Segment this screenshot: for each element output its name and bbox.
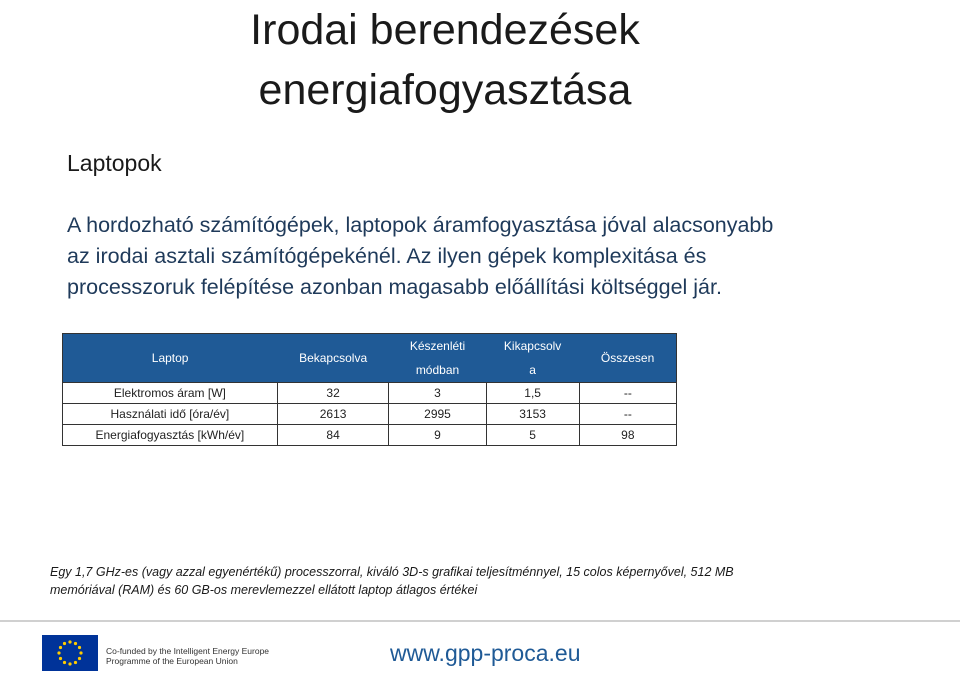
cell-standby: 3 xyxy=(389,383,486,404)
cell-off: 3153 xyxy=(486,404,579,425)
cell-off: 1,5 xyxy=(486,383,579,404)
footnote-line-1: Egy 1,7 GHz-es (vagy azzal egyenértékű) processzorral, kiváló 3D-s grafikai teljesítménnyel, 15 colos képernyővel, 512 MB xyxy=(50,565,734,579)
cell-on: 32 xyxy=(277,383,389,404)
section-heading: Laptopok xyxy=(67,150,162,176)
table-row xyxy=(63,383,677,404)
cofund-line-2: Programme of the European Union xyxy=(106,656,238,666)
intro-line-3: processzoruk felépítése azonban magasabb előállítási költséggel jár. xyxy=(67,275,722,299)
cofund-line-1: Co-funded by the Intelligent Energy Europe xyxy=(106,646,270,656)
intro-line-1: A hordozható számítógépek, laptopok áramfogyasztása jóval alacsonyabb xyxy=(67,213,774,237)
header-off-line-1: Kikapcsolv xyxy=(503,339,562,353)
cell-total: -- xyxy=(579,404,676,425)
footnote-line-2: memóriával (RAM) és 60 GB-os merevlemezzel ellátott laptop átlagos értékei xyxy=(50,583,478,597)
header-total: Összesen xyxy=(579,334,676,383)
cell-on: 84 xyxy=(277,425,389,446)
header-off xyxy=(486,334,579,383)
cell-off: 5 xyxy=(486,425,579,446)
table-header-row xyxy=(63,334,677,383)
row-label: Használati idő [óra/év] xyxy=(63,404,278,425)
header-standby-line-2: módban xyxy=(415,363,460,377)
title-line-1: Irodai berendezések xyxy=(250,6,640,54)
header-standby xyxy=(389,334,486,383)
header-off-line-2: a xyxy=(529,363,536,377)
footer-divider xyxy=(0,620,960,622)
row-label: Elektromos áram [W] xyxy=(63,383,278,404)
intro-line-2: az irodai asztali számítógépekénél. Az ilyen gépek komplexitása és xyxy=(67,244,707,268)
intro-paragraph xyxy=(67,210,907,303)
cofunding-notice xyxy=(106,646,269,666)
eu-flag-icon xyxy=(42,635,98,671)
table-row xyxy=(63,404,677,425)
header-on: Bekapcsolva xyxy=(277,334,389,383)
row-label: Energiafogyasztás [kWh/év] xyxy=(63,425,278,446)
cell-standby: 2995 xyxy=(389,404,486,425)
cell-on: 2613 xyxy=(277,404,389,425)
header-standby-line-1: Készenléti xyxy=(409,339,466,353)
table-row xyxy=(63,425,677,446)
consumption-table xyxy=(62,333,677,446)
website-link[interactable]: www.gpp-proca.eu xyxy=(390,640,581,666)
cell-standby: 9 xyxy=(389,425,486,446)
footnote xyxy=(50,563,930,599)
header-laptop: Laptop xyxy=(63,334,278,383)
cell-total: -- xyxy=(579,383,676,404)
cell-total: 98 xyxy=(579,425,676,446)
title-line-2: energiafogyasztása xyxy=(258,66,632,114)
page-title xyxy=(0,0,890,120)
